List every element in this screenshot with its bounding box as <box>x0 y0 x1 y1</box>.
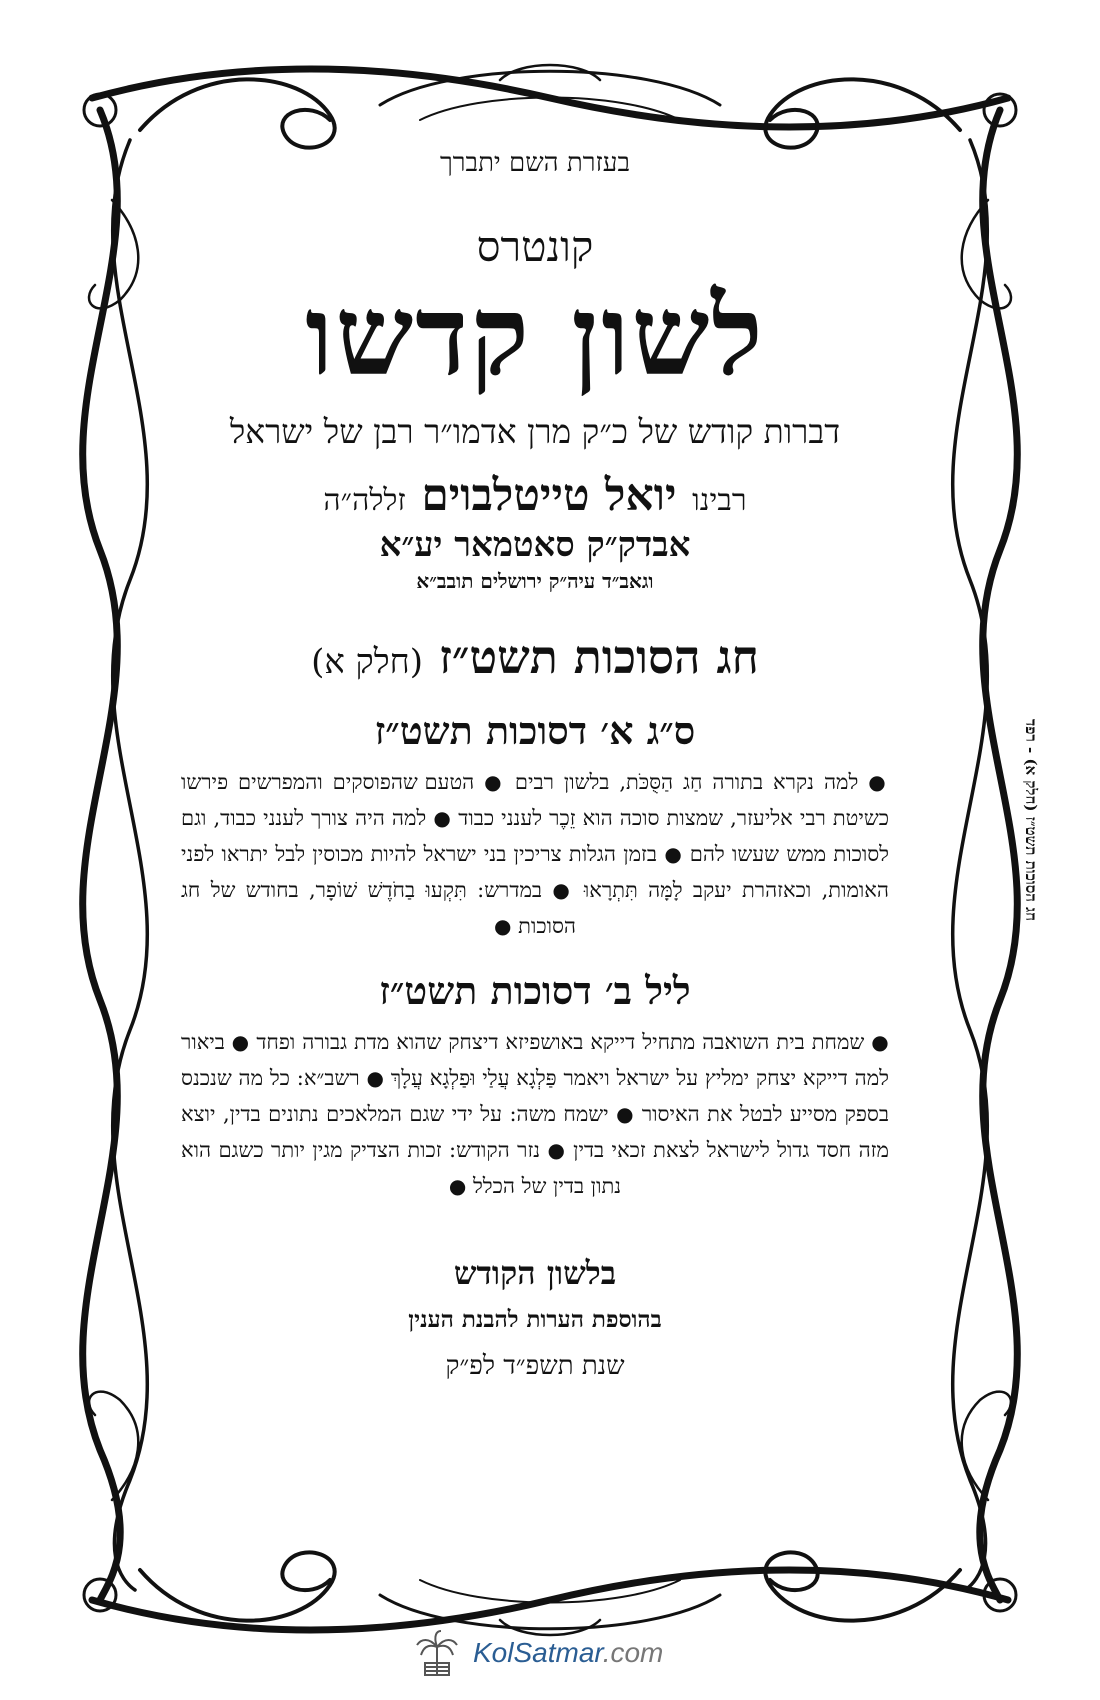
opening-blessing: בעזרת השם יתברך <box>440 148 630 178</box>
bullet-dot: ● <box>616 1101 635 1126</box>
summary-point: במדרש: תִּקְעוּ בַחֹדֶשׁ שׁוֹפָר, בחודש של חג הסוכות <box>181 877 576 938</box>
rebbe-position-secondary: וגאב״ד עיה״ק ירושלים תובב״א <box>416 568 654 593</box>
holiday-name: חג הסוכות תשט״ז <box>439 629 759 684</box>
rebbe-name: יואל טייטלבוים <box>421 469 677 521</box>
bullet-dot: ● <box>664 841 683 866</box>
section-summary <box>181 764 889 944</box>
rebbe-prefix: רבינו <box>692 482 747 518</box>
bullet-dot: ● <box>868 769 889 794</box>
palm-tree-icon <box>415 1629 459 1677</box>
summary-point: למה היה צורך לענני כבוד, וגם לסוכות ממש שעשו להם <box>181 805 889 866</box>
summary-point: למה נקרא בתורה חַג הַסֻּכֹּת, בלשון רבים <box>514 769 859 794</box>
logo-brand: KolSatmar <box>473 1637 603 1668</box>
title-page-content <box>175 148 895 1518</box>
bullet-dot: ● <box>494 913 512 938</box>
bullet-dot: ● <box>433 805 452 830</box>
summary-point: הטעם שהפוסקים והמפרשים פירשו כשיטת רבי אליעזר, שמצות סוכה הוא זֵכֶר לענני כבוד <box>181 769 889 830</box>
section-summary <box>181 1024 889 1204</box>
bullet-dot: ● <box>231 1029 250 1054</box>
logo-domain: .com <box>602 1637 664 1668</box>
rebbe-name-line <box>175 470 895 521</box>
book-title: לשון קדשו <box>305 271 765 400</box>
speech-attribution: דברות קודש של כ״ק מרן אדמו״ר רבן של ישראל <box>229 411 841 451</box>
holiday-heading <box>175 630 895 684</box>
summary-point: בזמן הגלות צריכין בני ישראל להיות מכוסין לבל יתראו לפני האומות, וכאזהרת יעקב לָמָּה תִּתְרָאוּ <box>181 841 889 902</box>
summary-point: רשב״א: כל מה שנכנס בספק מסייע לבטל את האיסור <box>181 1065 889 1126</box>
running-side-caption: חג הסוכות תשט״ז (חלק א) - רפד <box>1022 719 1040 921</box>
annotations-note: בהוספת הערות להבנת הענין <box>408 1305 662 1333</box>
summary-point: נזר הקודש: זכות הצדיק מגין יותר כשגם הוא נתון בדין של הכלל <box>181 1137 622 1198</box>
bullet-dot: ● <box>366 1065 385 1090</box>
logo-wordmark <box>473 1637 663 1669</box>
language-note: בלשון הקודש <box>453 1253 617 1292</box>
bullet-dot: ● <box>871 1029 889 1054</box>
summary-point: ישמח משה: על ידי שגם המלאכים נתונים בדין, יוצא מזה חסד גדול לישראל לצאת זכאי בדין <box>181 1101 889 1162</box>
rebbe-honorific: זללה״ה <box>323 482 406 518</box>
publication-year: שנת תשפ״ד לפ״ק <box>445 1350 625 1381</box>
bullet-dot: ● <box>484 769 505 794</box>
rebbe-position-primary: אבדק״ק סאטמאר יע״א <box>379 524 691 565</box>
kolsatmar-logo[interactable] <box>415 1628 695 1678</box>
summary-point: ביאור למה דייקא יצחק ימליץ על ישראל ויאמר פַּלְגָא עֲלַי וּפַלְגָא עֲלָךְ <box>181 1029 890 1090</box>
summary-point: שמחת בית השואבה מתחיל דייקא באושפיזא דיצחק שהוא מדת גבורה ופחד <box>256 1029 865 1054</box>
series-label: קונטרס <box>476 222 594 271</box>
section-heading: ס״ג א׳ דסוכות תשט״ז <box>374 707 696 753</box>
bullet-dot: ● <box>552 877 574 902</box>
section-1 <box>175 708 895 944</box>
section-2 <box>175 968 895 1204</box>
bullet-dot: ● <box>547 1137 566 1162</box>
section-heading: ליל ב׳ דסוכות תשט״ז <box>379 967 691 1013</box>
holiday-part: (חלק א) <box>311 641 424 682</box>
bullet-dot: ● <box>448 1173 467 1198</box>
